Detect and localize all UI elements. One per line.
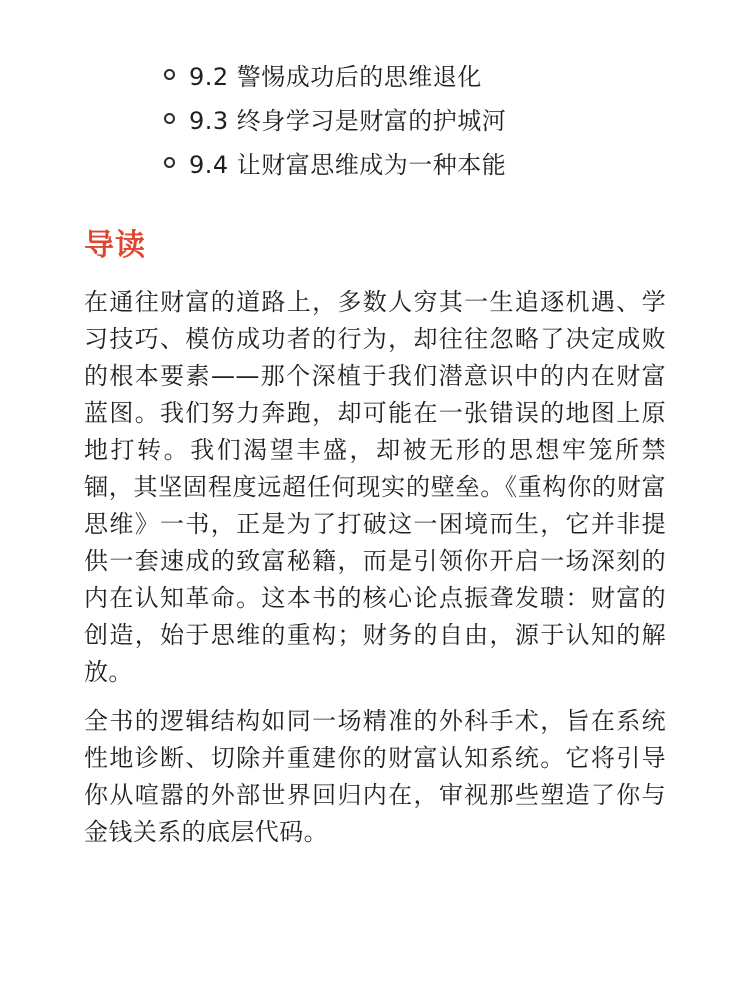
toc-item[interactable] — [164, 96, 666, 140]
toc-item[interactable] — [164, 52, 666, 96]
table-of-contents — [84, 52, 666, 184]
toc-item[interactable] — [164, 140, 666, 184]
toc-item-label: 9.2 警惕成功后的思维退化 — [189, 62, 482, 91]
body-paragraph: 在通往财富的道路上，多数人穷其一生追逐机遇、学习技巧、模仿成功者的行为，却往往忽略了决定成败的根本要素——那个深植于我们潜意识中的内在财富蓝图。我们努力奔跑，却可能在一张错误的地图上原地打转。我们渴望丰盛，却被无形的思想牢笼所禁锢，其坚固程度远超任何现实的壁垒。《重构你的财富思维》一书，正是为了打破这一困境而生，它并非提供一套速成的致富秘籍，而是引领你开启一场深刻的内在认知革命。这本书的核心论点振聋发聩：财富的创造，始于思维的重构；财务的自由，源于认知的解放。 — [84, 288, 666, 686]
hollow-circle-bullet-icon — [164, 157, 175, 168]
toc-item-label: 9.4 让财富思维成为一种本能 — [189, 150, 507, 179]
toc-item-label: 9.3 终身学习是财富的护城河 — [189, 106, 507, 135]
hollow-circle-bullet-icon — [164, 69, 175, 80]
hollow-circle-bullet-icon — [164, 113, 175, 124]
body-paragraph: 全书的逻辑结构如同一场精准的外科手术，旨在系统性地诊断、切除并重建你的财富认知系统。它将引导你从喧嚣的外部世界回归内在，审视那些塑造了你与金钱关系的底层代码。 — [84, 707, 666, 846]
section-title: 导读 — [84, 228, 146, 263]
